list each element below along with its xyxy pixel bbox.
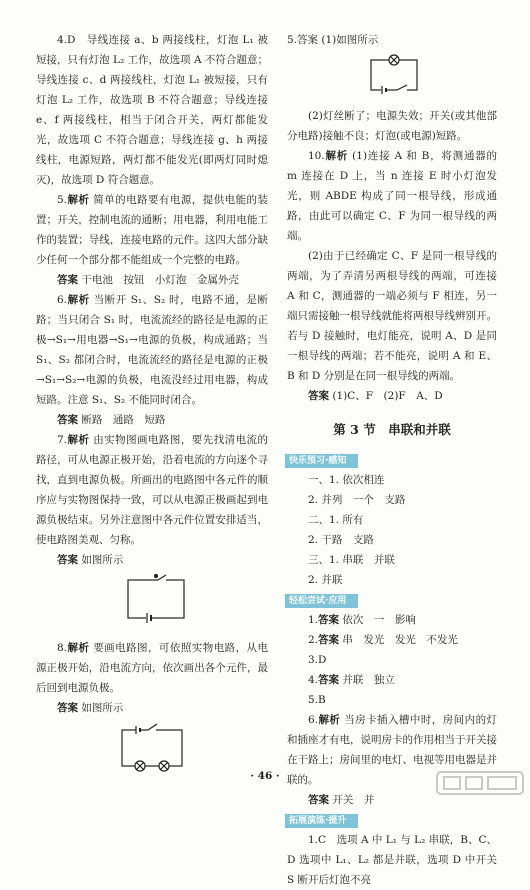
left-column	[36, 30, 268, 786]
q7-answer-label: 答案	[57, 554, 78, 566]
try-answer-label: 答案	[318, 674, 340, 686]
q10-num: 10.	[308, 150, 325, 162]
q5-text: 简单的电路要有电源，提供电能的装置；开关，控制电流的通断；用电器，利用电能工作的装置；导线，连接电路的元件。这四大部分缺少任何一个部分都不能组成一个完整的电路。	[36, 194, 269, 266]
try-item	[287, 690, 497, 710]
band-try: 轻松尝试·应用	[285, 594, 358, 608]
r-q6-answer-label: 答案	[308, 794, 329, 806]
r-q6-text: 当房卡插入槽中时，房间内的灯和插座才有电，说明房卡的作用相当于开关接在干路上；房间里的电灯、电视等用电器是并联的。	[287, 714, 498, 786]
q5-label: 解析	[67, 194, 90, 206]
band-preview: 快乐预习·感知	[285, 454, 358, 468]
q10-label: 解析	[324, 150, 349, 162]
try-list	[287, 610, 497, 710]
q7-answer	[36, 550, 268, 570]
preview-list	[287, 470, 497, 590]
try-answer: 串 发光 发光 不发光	[342, 634, 458, 646]
right-column	[287, 30, 497, 890]
try-answer-label: 答案	[318, 634, 340, 646]
q7-analysis	[36, 430, 268, 550]
try-num: 4.	[308, 674, 319, 686]
q6-answer-label: 答案	[57, 414, 78, 426]
try-num: 5.B	[308, 694, 326, 706]
q6-answer-text: 断路 通路 短路	[81, 414, 166, 426]
q7-circuit-diagram	[36, 572, 268, 634]
try-item	[287, 610, 497, 630]
q8-answer-text: 如图所示	[81, 702, 124, 714]
q4-text: 4.D 导线连接 a、b 两接线柱，灯泡 L₁ 被短接，只有灯泡 L₂ 工作，故选项 A 不符合题意；导线连接 c、d 两接线柱，灯泡 L₁ 被短接，只有灯泡 L₂ 工作，故选项 B 不符合题意；导线连接 e、f 两接线柱，相当于闭合开关，两灯都能发光，故选项 C 不符合题意；导线连接 g、h 两接线柱，电源短路，两灯都不能发光(即两灯同时熄灭)，故选项 D 符合题意。	[36, 34, 268, 186]
band-extend: 拓展演练·提升	[285, 814, 358, 828]
q9-answer-text: 5.答案 (1)如图所示	[287, 34, 379, 46]
preview-item: 二、1. 所有	[308, 514, 364, 526]
q10-text2: (2)由于已经确定 C、F 是同一根导线的两端，为了弄清另两根导线的两端，可连接 A 和 C，测通器的一端必须与 F 相连，另一端只需接触一根导线就能将两根导线辨别开。若与 D 接触时，电灯能亮，说明 A、D 是同一根导线的两端；若不能亮，说明 A 和 E、B 和 D 分别是在同一根导线的两端。	[287, 250, 497, 382]
q7-answer-text: 如图所示	[81, 554, 124, 566]
preview-item: 2. 并列 一个 支路	[308, 494, 406, 506]
q9-answer	[287, 30, 497, 50]
q5-answer-label: 答案	[57, 274, 78, 286]
q8-answer	[36, 698, 268, 718]
try-num: 2.	[308, 634, 319, 646]
ext-text: 选项 A 中 L₁ 与 L₂ 串联，B、C、D 选项中 L₁、L₂ 都是并联，选项 D 中开关 S 断开后灯泡不亮	[287, 834, 497, 886]
watermark-logo	[436, 770, 524, 796]
ext-num: 1.C	[308, 834, 327, 846]
r-q6-label: 解析	[318, 714, 341, 726]
try-item	[287, 650, 497, 670]
section-title: 第 3 节 串联和并联	[333, 422, 451, 437]
q5-num: 5.	[57, 194, 68, 206]
try-num: 1.	[308, 614, 319, 626]
q9-circuit-diagram	[287, 52, 497, 102]
r-q6-answer-text: 开关 并	[332, 794, 375, 806]
q6-answer	[36, 410, 268, 430]
q6-analysis	[36, 290, 268, 410]
r-q6-num: 6.	[308, 714, 319, 726]
q10-answer-label: 答案	[308, 390, 329, 402]
ext-item	[287, 830, 497, 890]
q8-text: 要画电路图，可依照实物电路，从电源正极开始，沿电流方向，依次画出各个元件，最后回到电源负极。	[36, 642, 269, 694]
try-num: 3.D	[308, 654, 327, 666]
try-answer: 依次 一 影响	[342, 614, 416, 626]
try-answer-label: 答案	[318, 614, 340, 626]
q5-answer	[36, 270, 268, 290]
q5-answer-text: 干电池 按钮 小灯泡 金属外壳	[81, 274, 239, 286]
q7-label: 解析	[67, 434, 90, 446]
q10-answer-text: (1)C、F (2)F A、D	[332, 390, 443, 402]
q6-text: 当断开 S₁、S₂ 时，电路不通，是断路；当只闭合 S₁ 时，电流流经的路径是电源的正极→S₁→用电器→S₁→电源的负极，构成通路；当 S₁、S₂ 都闭合时，电流流经的路径是电源的正极→S₁→S₂→电源的负极，电流没经过用电器，构成短路。注意 S₁、S₂ 不能同时闭合。	[36, 294, 269, 406]
q7-num: 7.	[57, 434, 68, 446]
q9-part2: (2)灯丝断了；电源失效；开关(或其他部分电路)接触不良；灯泡(或电源)短路。	[287, 110, 497, 142]
q10-analysis	[287, 146, 497, 246]
q6-num: 6.	[57, 294, 68, 306]
q8-analysis	[36, 638, 268, 698]
q8-num: 8.	[57, 642, 68, 654]
try-item	[287, 670, 497, 690]
try-answer: 并联 独立	[342, 674, 395, 686]
q8-label: 解析	[67, 642, 90, 654]
page-number: · 46 ·	[250, 770, 280, 782]
q7-text: 由实物图画电路图，要先找清电流的路径，可从电源正极开始，沿着电流的方向逐个寻找，直到电源负极。所画出的电路图中各元件的顺序应与实物图保持一致，可以从电源正极画起到电源负极结束。另外注意图中各元件位置安排适当，使电路图美观、匀称。	[36, 434, 269, 546]
preview-item: 2. 并联	[308, 574, 343, 586]
preview-item: 三、1. 串联 并联	[308, 554, 395, 566]
preview-item: 2. 干路 支路	[308, 534, 374, 546]
preview-item: 一、1. 依次相连	[308, 474, 385, 486]
q10-text1: (1)连接 A 和 B，将测通器的 m 连接在 D 上，当 n 连接 E 时小灯泡发光，则 ABDE 构成了同一根导线，形成通路，由此可以确定 C、F 为同一根导线的两端。	[287, 150, 498, 242]
q8-answer-label: 答案	[57, 702, 78, 714]
q6-label: 解析	[67, 294, 90, 306]
try-item	[287, 630, 497, 650]
q5-analysis	[36, 190, 268, 270]
q10-answer	[287, 386, 497, 406]
